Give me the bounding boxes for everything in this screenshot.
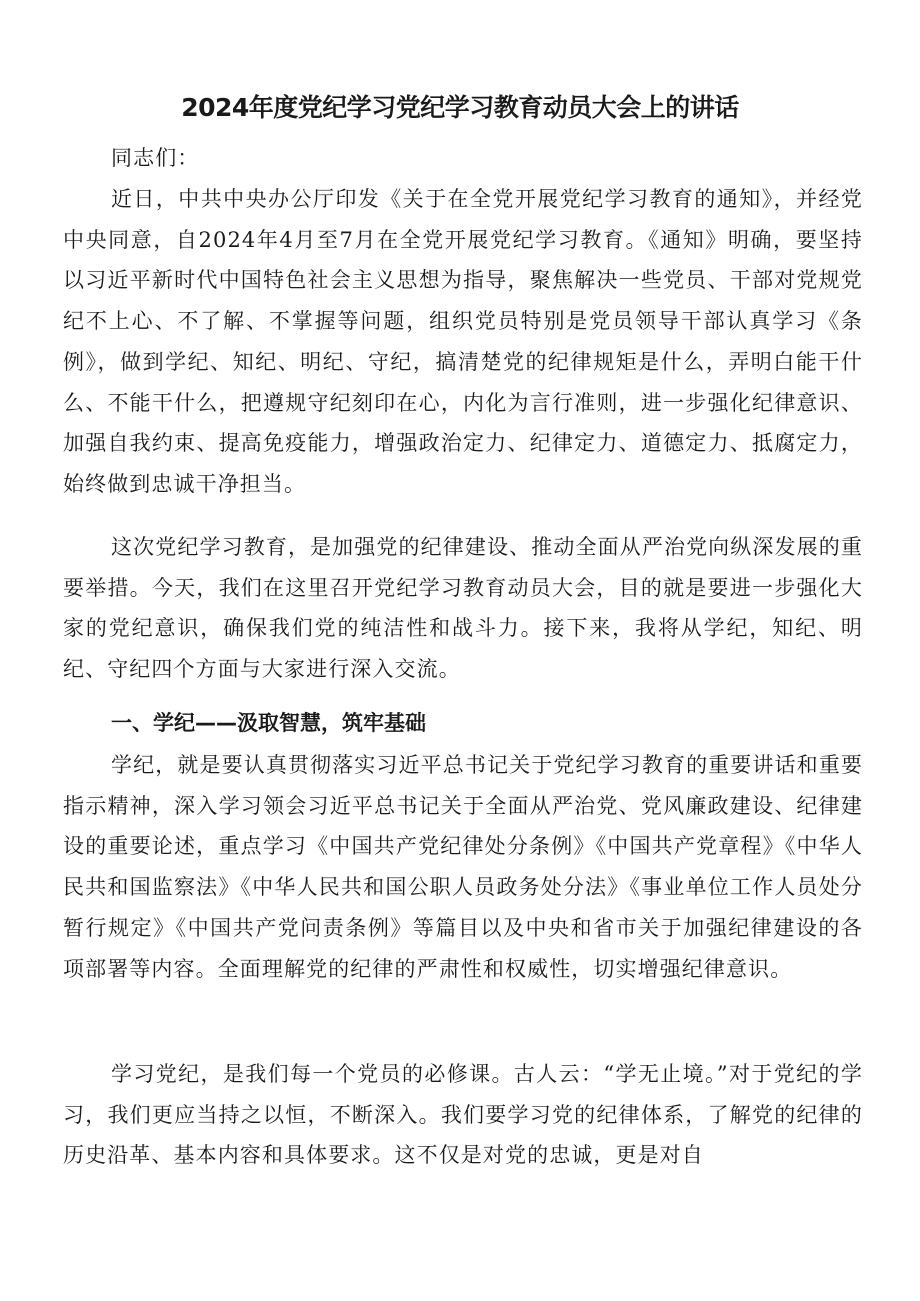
salutation-line [63, 138, 863, 179]
paragraph-4: 学习党纪，是我们每一个党员的必修课。古人云：“学无止境。”对于党纪的学习，我们更应当持之以恒，不断深入。我们要学习党的纪律体系，了解党的纪律的历史沿革、基本内容和具体要求。这不仅是对党的忠诚，更是对自 [63, 1062, 863, 1168]
document-title: 2024年度党纪学习党纪学习教育动员大会上的讲话 [181, 93, 739, 122]
paragraph-3: 学纪，就是要认真贯彻落实习近平总书记关于党纪学习教育的重要讲话和重要指示精神，深入学习领会习近平总书记关于全面从严治党、党风廉政建设、纪律建设的重要论述，重点学习《中国共产党纪律处分条例》《中国共产党章程》《中华人民共和国监察法》《中华人民共和国公职人员政务处分法》《事业单位工作人员处分暂行规定》《中国共产党问责条例》等篇目以及中央和省市关于加强纪律建设的各项部署等内容。全面理解党的纪律的严肃性和权威性，切实增强纪律意识。 [63, 753, 863, 981]
salutation: 同志们： [111, 146, 200, 170]
section-heading-1: 一、学纪——汲取智慧，筑牢基础 [111, 711, 426, 735]
paragraph-1: 近日，中共中央办公厅印发《关于在全党开展党纪学习教育的通知》，并经党中央同意，自2024年4月至7月在全党开展党纪学习教育。《通知》明确，要坚持以习近平新时代中国特色社会主义思想为指导，聚焦解决一些党员、干部对党规党纪不上心、不了解、不掌握等问题，组织党员特别是党员领导干部认真学习《条例》，做到学纪、知纪、明纪、守纪，搞清楚党的纪律规矩是什么，弄明白能干什么、不能干什么，把遵规守纪刻印在心，内化为言行准则，进一步强化纪律意识、加强自我约束、提高免疫能力，增强政治定力、纪律定力、道德定力、抵腐定力，始终做到忠诚干净担当。 [63, 187, 863, 496]
paragraph-2: 这次党纪学习教育，是加强党的纪律建设、推动全面从严治党向纵深发展的重要举措。今天，我们在这里召开党纪学习教育动员大会，目的就是要进一步强化大家的党纪意识，确保我们党的纯洁性和战斗力。接下来，我将从学纪，知纪、明纪、守纪四个方面与大家进行深入交流。 [63, 535, 863, 682]
